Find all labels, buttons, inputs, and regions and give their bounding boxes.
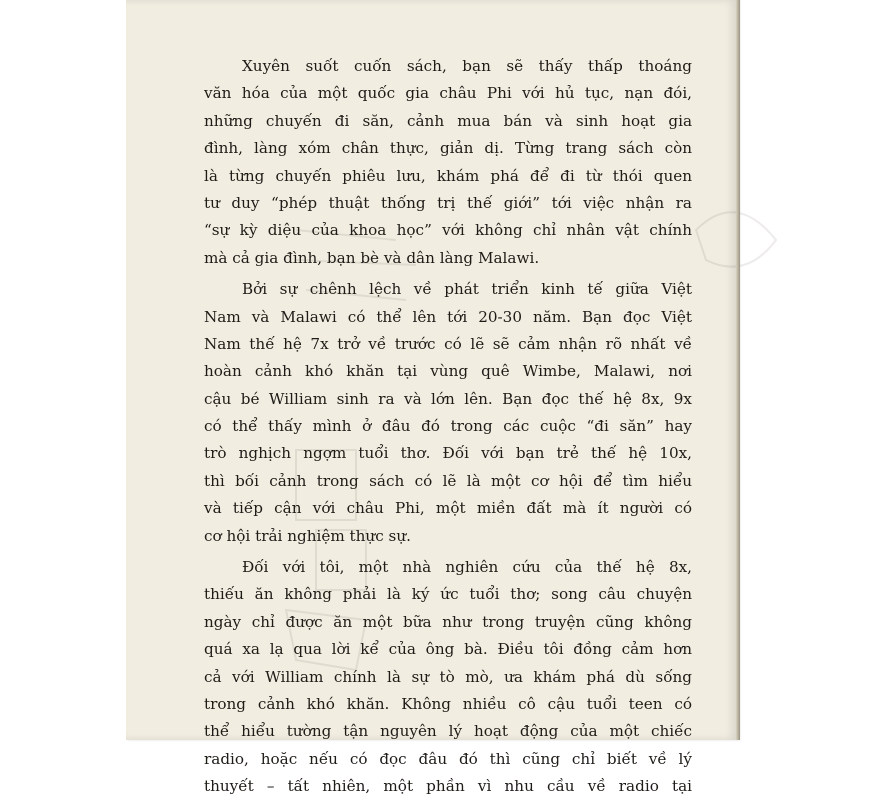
- text-line: ngày chỉ được ăn một bữa như trong truyện cũng không: [204, 612, 692, 631]
- book-page: [126, 0, 738, 796]
- text-line: hoàn cảnh khó khăn tại vùng quê Wimbe, Malawi, nơi: [204, 362, 692, 381]
- paragraph: [204, 554, 692, 801]
- text-line: thể hiểu tường tận nguyên lý hoạt động của một chiếc: [204, 722, 692, 741]
- text-line: những chuyến đi săn, cảnh mua bán và sinh hoạt gia: [204, 111, 692, 130]
- text-line: Bởi sự chênh lệch về phát triển kinh tế giữa Việt: [242, 280, 692, 299]
- text-line: radio, hoặc nếu có đọc đâu đó thì cũng chỉ biết về lý: [204, 749, 692, 768]
- text-line: trò nghịch ngợm tuổi thơ. Đối với bạn trẻ thế hệ 10x,: [204, 444, 692, 463]
- text-line: là từng chuyến phiêu lưu, khám phá để đi từ thói quen: [204, 166, 692, 185]
- text-line: trong cảnh khó khăn. Không nhiều cô cậu tuổi teen có: [204, 694, 692, 713]
- text-line: có thể thấy mình ở đâu đó trong các cuộc “đi săn” hay: [204, 417, 692, 436]
- text-line: quá xa lạ qua lời kể của ông bà. Điều tôi đồng cảm hơn: [204, 640, 692, 659]
- text-line: cả với William chính là sự tò mò, ưa khám phá dù sống: [204, 667, 692, 686]
- text-line: văn hóa của một quốc gia châu Phi với hủ tục, nạn đói,: [204, 84, 692, 103]
- body-text: [204, 53, 692, 801]
- paragraph: [204, 276, 692, 550]
- text-line: mà cả gia đình, bạn bè và dân làng Malawi.: [204, 248, 540, 267]
- text-line: “sự kỳ diệu của khoa học” với không chỉ nhân vật chính: [204, 221, 692, 240]
- text-line: tư duy “phép thuật thống trị thế giới” tới việc nhận ra: [204, 193, 692, 212]
- text-line: thuyết – tất nhiên, một phần vì nhu cầu về radio tại: [204, 777, 692, 796]
- text-line: và tiếp cận với châu Phi, một miền đất mà ít người có: [204, 499, 692, 518]
- paragraph: [204, 53, 692, 272]
- text-line: Đối với tôi, một nhà nghiên cứu của thế hệ 8x,: [242, 558, 692, 577]
- text-line: thiếu ăn không phải là ký ức tuổi thơ; song câu chuyện: [204, 585, 692, 604]
- text-line: đình, làng xóm chân thực, giản dị. Từng trang sách còn: [204, 139, 692, 158]
- text-line: cơ hội trải nghiệm thực sự.: [204, 526, 411, 545]
- page-edge-shadow: [736, 0, 740, 740]
- text-line: cậu bé William sinh ra và lớn lên. Bạn đọc thế hệ 8x, 9x: [204, 389, 692, 408]
- text-line: Nam thế hệ 7x trở về trước có lẽ sẽ cảm nhận rõ nhất về: [204, 334, 692, 353]
- text-line: thì bối cảnh trong sách có lẽ là một cơ hội để tìm hiểu: [204, 471, 692, 490]
- text-line: Xuyên suốt cuốn sách, bạn sẽ thấy thấp thoáng: [242, 57, 692, 75]
- text-line: Nam và Malawi có thể lên tới 20-30 năm. Bạn đọc Việt: [204, 307, 692, 326]
